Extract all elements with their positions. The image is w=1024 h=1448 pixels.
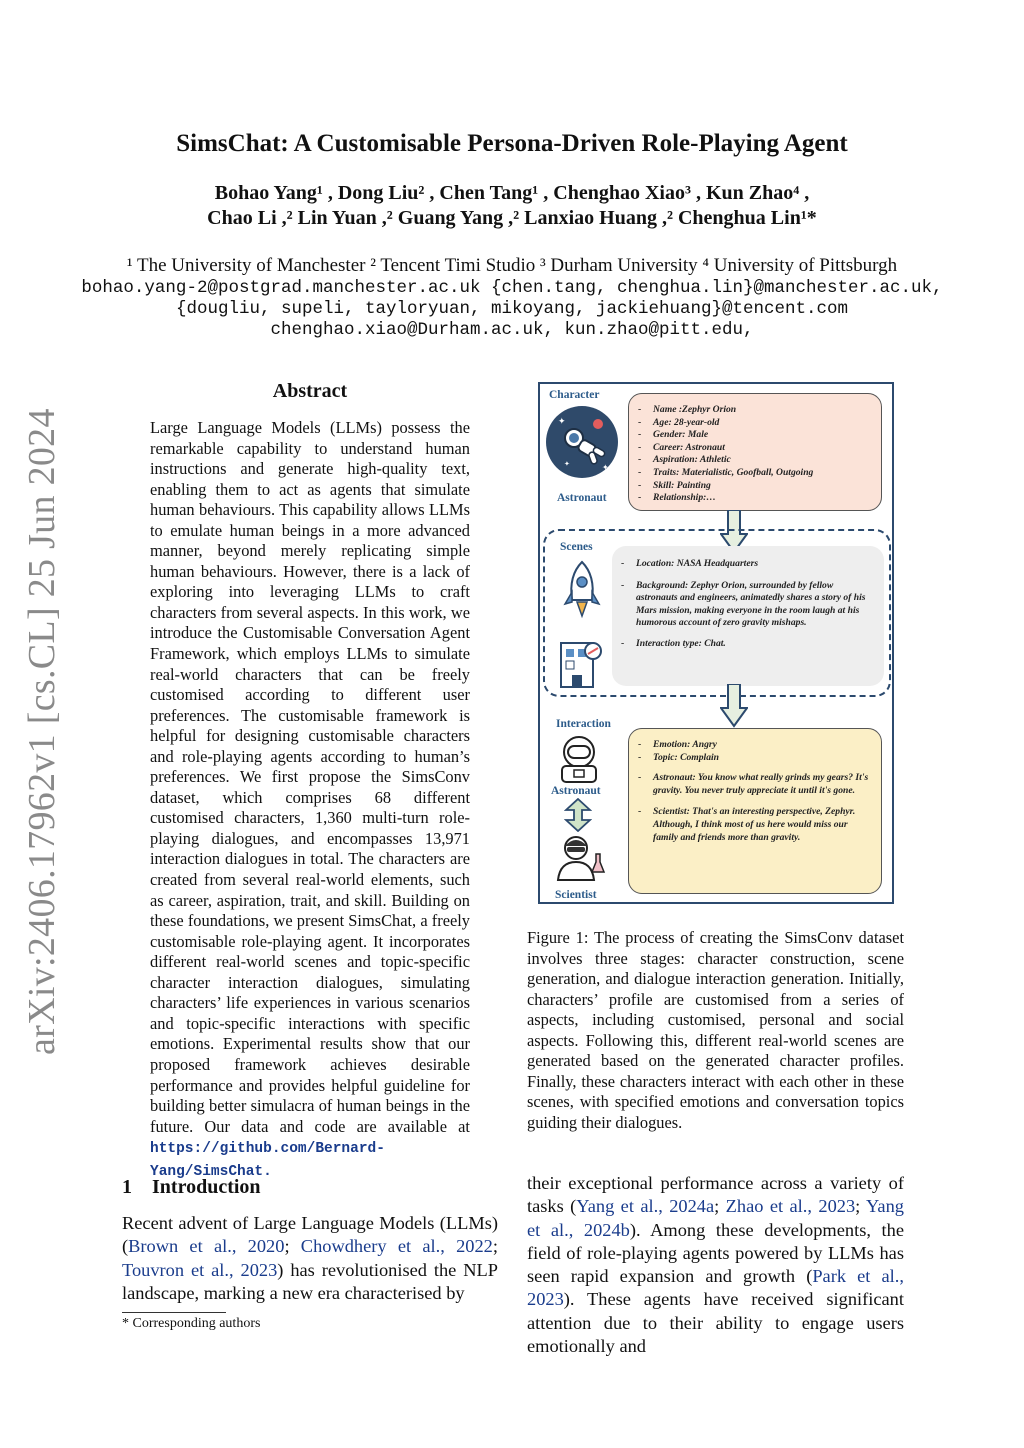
character-profile-box <box>628 393 882 511</box>
email-line-2: {dougliu, supeli, tayloryuan, mikoyang, jackiehuang}@tencent.com <box>175 299 849 319</box>
scene-item: - Location: NASA Headquarters <box>618 558 876 571</box>
intro-text: ). Among these developments, the field of role-playing agents powered by LLMs has seen rapid expansion and growth ( <box>527 1219 904 1287</box>
interaction-item: - Scientist: That's an interesting perspective, Zephyr. Although, I think most of us here would miss our family and friends more than gravity. <box>635 806 875 844</box>
intro-text: ). These agents have received significant attention due to their ability to engage users emotionally and <box>527 1289 904 1357</box>
citation-yang-2024a[interactable]: Yang et al., 2024a <box>576 1196 715 1217</box>
scientist-icon <box>554 832 606 882</box>
intro-right-text <box>527 1172 904 1358</box>
abstract-body: Large Language Models (LLMs) possess the remarkable capability to understand human instructions and generate high-quality text, enabling them to act as agents that simulate human behaviours. This capability allows LLMs to emulate human beings in a more advanced manner, beyond merely replicating simple human behaviours. However, there is a lack of exploring into leveraging LLMs to craft characters from several aspects. In this work, we introduce the Customisable Conversation Agent Framework, which employs LLMs to simulate real-world characters that can be freely customised according to different user preferences. The customisable framework is helpful for designing customisable characters and role-playing agents according to human’s preferences. We first propose the SimsConv dataset, which comprises 68 different customised characters, 1,360 multi-turn role-playing dialogues, and encompasses 13,971 interaction dialogues in total. The characters are created from several real-world elements, such as career, aspiration, trait, and skill. Building on these foundations, we present SimsChat, a freely customisable role-playing agent. It incorporates different real-world scenes and topic-specific character interaction dialogues, simulating characters’ life experiences in various scenarios and topic-specific interactions with specific emotions. Experimental results show that our proposed framework achieves desirable performance and provides helpful guideline for building better simulacra of human beings in the future. Our data and code are available at <box>150 418 470 1136</box>
interaction-box <box>628 728 882 894</box>
arxiv-stamp: arXiv:2406.17962v1 [cs.CL] 25 Jun 2024 <box>21 408 63 1055</box>
profile-item: - Skill: Painting <box>635 480 875 493</box>
separator: ; <box>492 1236 498 1257</box>
citation-yang-2024b[interactable]: Yang et al., 2024b <box>527 1196 904 1240</box>
code-link[interactable]: https://github.com/Bernard-Yang/SimsChat. <box>150 1141 385 1180</box>
astronaut-helmet-icon <box>556 734 602 784</box>
affiliations: ¹ The University of Manchester ² Tencent Timi Studio ³ Durham University ⁴ University of Pittsburgh <box>126 255 898 276</box>
citation-park[interactable]: Park et al., 2023 <box>527 1266 904 1310</box>
section-number: 1 <box>122 1176 132 1198</box>
section-heading <box>122 1176 261 1199</box>
footnote: * Corresponding authors <box>122 1316 261 1331</box>
separator: ; <box>714 1196 726 1217</box>
paper-title: SimsChat: A Customisable Persona-Driven Role-Playing Agent <box>176 130 848 157</box>
character-label: Character <box>549 389 600 401</box>
svg-text:✦: ✦ <box>558 416 566 426</box>
profile-item: - Traits: Materialistic, Goofball, Outgoing <box>635 467 875 480</box>
profile-item: - Name :Zephyr Orion <box>635 404 875 417</box>
profile-item: - Age: 28-year-old <box>635 417 875 430</box>
profile-item: - Career: Astronaut <box>635 442 875 455</box>
svg-text:✦: ✦ <box>602 463 609 472</box>
author-line-2: Chao Li ,² Lin Yuan ,² Guang Yang ,² Lanxiao Huang ,² Chenghua Lin¹* <box>207 207 817 229</box>
scene-item: - Interaction type: Chat. <box>618 638 876 651</box>
author-line-1: Bohao Yang¹ , Dong Liu² , Chen Tang¹ , Chenghao Xiao³ , Kun Zhao⁴ , <box>214 182 810 204</box>
footnote-rule <box>122 1312 226 1313</box>
figure-caption: Figure 1: The process of creating the SimsConv dataset involves three stages: character construction, scene generation, and dialogue interaction generation. Initially, characters’ profile are customised from a series of aspects, including customised, personal and social aspects. Following this, different real-world scenes are generated based on the generated character profiles. Finally, these characters interact with each other in these scenes, with specified emotions and conversation topics guiding their dialogues. <box>527 928 904 1132</box>
separator: ; <box>855 1196 866 1217</box>
section-title: Introduction <box>152 1176 261 1198</box>
intro-left-text <box>122 1212 498 1305</box>
down-arrow-icon <box>720 684 748 728</box>
abstract-heading: Abstract <box>272 380 348 402</box>
intro-text: Recent advent of Large Language Models (LLMs) ( <box>122 1213 498 1257</box>
scientist-label: Scientist <box>555 889 597 901</box>
interaction-item: - Emotion: Angry <box>635 739 875 752</box>
abstract-text <box>150 418 470 1182</box>
citation-chowdhery[interactable]: Chowdhery et al., 2022 <box>300 1236 493 1257</box>
citation-brown[interactable]: Brown et al., 2020 <box>128 1236 285 1257</box>
figure-1 <box>538 382 894 904</box>
svg-text:✦: ✦ <box>564 460 570 468</box>
rocket-icon <box>562 560 602 620</box>
interaction-item: - Astronaut: You know what really grinds my gears? It's gravity. You never truly appreciate it until it's gone. <box>635 772 875 797</box>
building-icon <box>558 639 604 691</box>
email-line-3: chenghao.xiao@Durham.ac.uk, kun.zhao@pitt.edu, <box>270 320 754 340</box>
interaction-astronaut-label: Astronaut <box>551 785 601 797</box>
interaction-item: - Topic: Complain <box>635 752 875 765</box>
separator: ; <box>284 1236 301 1257</box>
astronaut-icon <box>544 404 620 480</box>
profile-item: - Aspiration: Athletic <box>635 454 875 467</box>
profile-item: - Relationship:… <box>635 492 875 505</box>
citation-zhao[interactable]: Zhao et al., 2023 <box>725 1196 856 1217</box>
double-arrow-icon <box>564 798 592 832</box>
email-line-1: bohao.yang-2@postgrad.manchester.ac.uk {chen.tang, chenghua.lin}@manchester.ac.uk, <box>81 278 943 298</box>
interaction-label: Interaction <box>556 718 611 730</box>
intro-text: their exceptional performance across a variety of tasks ( <box>527 1173 904 1217</box>
citation-touvron[interactable]: Touvron et al., 2023 <box>122 1259 278 1280</box>
scene-box <box>612 546 884 686</box>
intro-text: ) has revolutionised the NLP landscape, marking a new era characterised by <box>122 1259 498 1303</box>
astronaut-label: Astronaut <box>557 492 607 504</box>
profile-item: - Gender: Male <box>635 429 875 442</box>
scenes-label: Scenes <box>560 541 593 553</box>
scene-item: - Background: Zephyr Orion, surrounded by fellow astronauts and engineers, animatedly shares a story of his Mars mission, making everyone in the room laugh at his humorous account of zero gravity mishaps. <box>618 580 876 630</box>
